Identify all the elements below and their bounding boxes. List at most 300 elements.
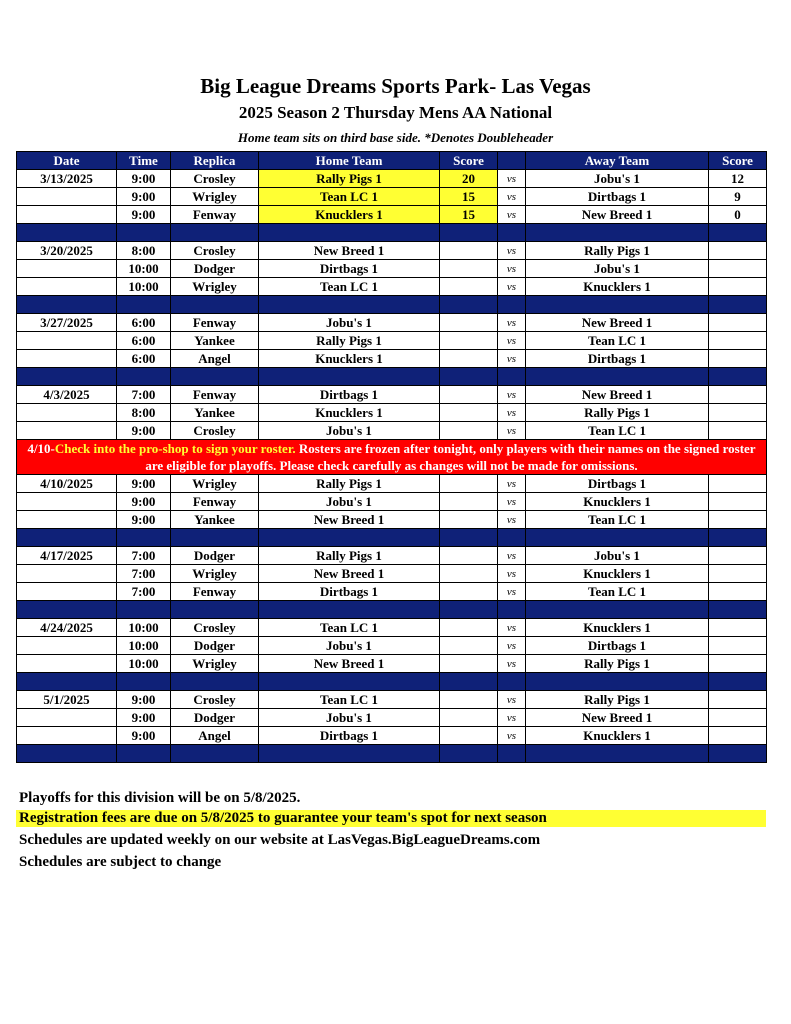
vs-label: vs — [498, 188, 526, 206]
home-score: 15 — [440, 188, 498, 206]
vs-label: vs — [498, 565, 526, 583]
separator-cell — [17, 296, 117, 314]
game-row — [17, 637, 767, 655]
away-score — [709, 637, 767, 655]
home-team: Rally Pigs 1 — [259, 332, 440, 350]
separator-cell — [526, 673, 709, 691]
away-score — [709, 475, 767, 493]
separator-cell — [709, 529, 767, 547]
separator-cell — [171, 673, 259, 691]
game-time: 10:00 — [117, 655, 171, 673]
game-replica: Dodger — [171, 709, 259, 727]
away-score — [709, 583, 767, 601]
game-row — [17, 565, 767, 583]
week-separator — [17, 529, 767, 547]
vs-label: vs — [498, 386, 526, 404]
game-time: 9:00 — [117, 493, 171, 511]
away-score — [709, 565, 767, 583]
separator-cell — [117, 745, 171, 763]
vs-label: vs — [498, 655, 526, 673]
home-team: Rally Pigs 1 — [259, 475, 440, 493]
home-team: Jobu's 1 — [259, 637, 440, 655]
game-time: 6:00 — [117, 314, 171, 332]
game-row — [17, 583, 767, 601]
col-header-away-team: Away Team — [526, 152, 709, 170]
week-separator — [17, 601, 767, 619]
away-score — [709, 350, 767, 368]
vs-label: vs — [498, 691, 526, 709]
game-replica: Wrigley — [171, 278, 259, 296]
separator-cell — [498, 601, 526, 619]
week-separator — [17, 368, 767, 386]
away-team: Tean LC 1 — [526, 511, 709, 529]
home-team: New Breed 1 — [259, 242, 440, 260]
game-time: 9:00 — [117, 709, 171, 727]
separator-cell — [259, 224, 440, 242]
game-row — [17, 242, 767, 260]
vs-label: vs — [498, 637, 526, 655]
away-score: 12 — [709, 170, 767, 188]
notice-date: 4/10- — [27, 441, 55, 456]
separator-cell — [259, 296, 440, 314]
game-replica: Wrigley — [171, 188, 259, 206]
separator-cell — [117, 601, 171, 619]
game-replica: Crosley — [171, 242, 259, 260]
away-score — [709, 655, 767, 673]
game-row — [17, 511, 767, 529]
game-row — [17, 709, 767, 727]
game-date — [17, 332, 117, 350]
game-replica: Dodger — [171, 637, 259, 655]
separator-cell — [171, 368, 259, 386]
home-team: Knucklers 1 — [259, 404, 440, 422]
vs-label: vs — [498, 619, 526, 637]
away-score: 9 — [709, 188, 767, 206]
game-row — [17, 386, 767, 404]
away-team: Knucklers 1 — [526, 565, 709, 583]
game-row — [17, 350, 767, 368]
home-score — [440, 386, 498, 404]
away-score — [709, 709, 767, 727]
separator-cell — [526, 224, 709, 242]
game-date — [17, 493, 117, 511]
home-team: Dirtbags 1 — [259, 260, 440, 278]
home-team: Jobu's 1 — [259, 314, 440, 332]
separator-cell — [498, 296, 526, 314]
game-row — [17, 260, 767, 278]
roster-notice-row — [17, 440, 767, 475]
game-date: 3/20/2025 — [17, 242, 117, 260]
notice-highlight: Check into the pro-shop to sign your roster. — [54, 441, 296, 456]
game-replica: Fenway — [171, 583, 259, 601]
game-time: 10:00 — [117, 260, 171, 278]
separator-cell — [709, 224, 767, 242]
game-replica: Yankee — [171, 332, 259, 350]
col-header-vs — [498, 152, 526, 170]
game-time: 9:00 — [117, 422, 171, 440]
separator-cell — [259, 745, 440, 763]
separator-cell — [171, 601, 259, 619]
game-row — [17, 314, 767, 332]
game-time: 9:00 — [117, 188, 171, 206]
page-title: Big League Dreams Sports Park- Las Vegas — [200, 74, 591, 98]
col-header-home-score: Score — [440, 152, 498, 170]
separator-cell — [709, 368, 767, 386]
separator-cell — [117, 296, 171, 314]
header-row — [17, 152, 767, 170]
game-replica: Fenway — [171, 386, 259, 404]
separator-cell — [171, 529, 259, 547]
separator-cell — [498, 368, 526, 386]
separator-cell — [709, 601, 767, 619]
game-time: 7:00 — [117, 386, 171, 404]
game-date: 4/24/2025 — [17, 619, 117, 637]
vs-label: vs — [498, 404, 526, 422]
vs-label: vs — [498, 314, 526, 332]
schedule-body — [17, 170, 767, 763]
home-score — [440, 583, 498, 601]
game-date: 4/3/2025 — [17, 386, 117, 404]
game-replica: Wrigley — [171, 475, 259, 493]
away-score — [709, 511, 767, 529]
away-score — [709, 314, 767, 332]
separator-cell — [259, 529, 440, 547]
separator-cell — [526, 368, 709, 386]
game-time: 9:00 — [117, 206, 171, 224]
away-team: Dirtbags 1 — [526, 188, 709, 206]
game-replica: Angel — [171, 350, 259, 368]
game-time: 6:00 — [117, 350, 171, 368]
vs-label: vs — [498, 727, 526, 745]
away-team: Knucklers 1 — [526, 278, 709, 296]
game-replica: Yankee — [171, 511, 259, 529]
home-team: Jobu's 1 — [259, 709, 440, 727]
home-score — [440, 260, 498, 278]
home-team: New Breed 1 — [259, 565, 440, 583]
home-score — [440, 332, 498, 350]
vs-label: vs — [498, 547, 526, 565]
away-team: New Breed 1 — [526, 206, 709, 224]
home-score — [440, 691, 498, 709]
separator-cell — [259, 673, 440, 691]
separator-cell — [171, 296, 259, 314]
away-team: Tean LC 1 — [526, 422, 709, 440]
game-time: 8:00 — [117, 404, 171, 422]
away-score — [709, 242, 767, 260]
schedule-table — [16, 151, 767, 763]
away-team: Knucklers 1 — [526, 619, 709, 637]
home-score — [440, 511, 498, 529]
vs-label: vs — [498, 422, 526, 440]
away-team: Dirtbags 1 — [526, 475, 709, 493]
vs-label: vs — [498, 475, 526, 493]
home-score — [440, 422, 498, 440]
away-team: Rally Pigs 1 — [526, 655, 709, 673]
away-score — [709, 278, 767, 296]
away-score — [709, 404, 767, 422]
game-date — [17, 727, 117, 745]
home-team: Jobu's 1 — [259, 493, 440, 511]
game-replica: Wrigley — [171, 565, 259, 583]
game-row — [17, 206, 767, 224]
vs-label: vs — [498, 332, 526, 350]
away-score — [709, 547, 767, 565]
game-replica: Dodger — [171, 547, 259, 565]
home-score — [440, 314, 498, 332]
separator-cell — [440, 745, 498, 763]
game-row — [17, 655, 767, 673]
game-replica: Crosley — [171, 170, 259, 188]
col-header-away-score: Score — [709, 152, 767, 170]
game-date — [17, 206, 117, 224]
vs-label: vs — [498, 278, 526, 296]
game-date: 3/13/2025 — [17, 170, 117, 188]
game-date — [17, 188, 117, 206]
game-date: 4/10/2025 — [17, 475, 117, 493]
disclaimer-note: Schedules are subject to change — [19, 854, 222, 870]
week-separator — [17, 224, 767, 242]
game-replica: Crosley — [171, 691, 259, 709]
vs-label: vs — [498, 260, 526, 278]
home-score — [440, 493, 498, 511]
game-time: 6:00 — [117, 332, 171, 350]
game-date — [17, 583, 117, 601]
away-score — [709, 386, 767, 404]
separator-cell — [117, 224, 171, 242]
notice-text: Rosters are frozen after tonight, only players with their names on the signed roster are eligible for playoffs. Please check carefully as changes will not be made for omissions. — [145, 441, 756, 473]
playoffs-note: Playoffs for this division will be on 5/8/2025. — [19, 790, 301, 806]
away-score — [709, 260, 767, 278]
separator-cell — [17, 368, 117, 386]
vs-label: vs — [498, 170, 526, 188]
game-date — [17, 637, 117, 655]
game-row — [17, 278, 767, 296]
separator-cell — [440, 368, 498, 386]
game-replica: Yankee — [171, 404, 259, 422]
home-score — [440, 655, 498, 673]
game-time: 7:00 — [117, 565, 171, 583]
separator-cell — [259, 601, 440, 619]
home-score — [440, 709, 498, 727]
game-time: 10:00 — [117, 619, 171, 637]
vs-label: vs — [498, 511, 526, 529]
separator-cell — [709, 673, 767, 691]
game-date — [17, 655, 117, 673]
game-replica: Angel — [171, 727, 259, 745]
game-date — [17, 511, 117, 529]
home-team: Tean LC 1 — [259, 619, 440, 637]
separator-cell — [117, 368, 171, 386]
home-score — [440, 547, 498, 565]
game-row — [17, 493, 767, 511]
separator-cell — [17, 745, 117, 763]
game-date — [17, 404, 117, 422]
separator-cell — [259, 368, 440, 386]
game-date: 4/17/2025 — [17, 547, 117, 565]
separator-cell — [526, 601, 709, 619]
away-score — [709, 727, 767, 745]
separator-cell — [440, 224, 498, 242]
game-time: 9:00 — [117, 511, 171, 529]
registration-note: Registration fees are due on 5/8/2025 to guarantee your team's spot for next season — [16, 810, 766, 827]
home-team: Tean LC 1 — [259, 188, 440, 206]
home-score — [440, 637, 498, 655]
home-score — [440, 242, 498, 260]
vs-label: vs — [498, 709, 526, 727]
separator-cell — [440, 601, 498, 619]
game-row — [17, 475, 767, 493]
game-time: 7:00 — [117, 583, 171, 601]
separator-cell — [17, 601, 117, 619]
home-team: New Breed 1 — [259, 655, 440, 673]
week-separator — [17, 745, 767, 763]
game-time: 9:00 — [117, 170, 171, 188]
away-team: Dirtbags 1 — [526, 637, 709, 655]
game-row — [17, 547, 767, 565]
game-row — [17, 170, 767, 188]
home-score — [440, 350, 498, 368]
game-time: 10:00 — [117, 278, 171, 296]
away-team: Rally Pigs 1 — [526, 242, 709, 260]
game-date — [17, 422, 117, 440]
game-date — [17, 565, 117, 583]
separator-cell — [440, 296, 498, 314]
separator-cell — [117, 673, 171, 691]
game-row — [17, 188, 767, 206]
away-team: New Breed 1 — [526, 386, 709, 404]
game-replica: Crosley — [171, 422, 259, 440]
separator-cell — [117, 529, 171, 547]
away-score — [709, 619, 767, 637]
vs-label: vs — [498, 493, 526, 511]
separator-cell — [709, 745, 767, 763]
away-team: Knucklers 1 — [526, 493, 709, 511]
roster-notice — [17, 440, 767, 475]
game-replica: Crosley — [171, 619, 259, 637]
away-team: Rally Pigs 1 — [526, 404, 709, 422]
separator-cell — [171, 745, 259, 763]
home-score — [440, 565, 498, 583]
home-score: 20 — [440, 170, 498, 188]
game-row — [17, 332, 767, 350]
home-score — [440, 727, 498, 745]
game-time: 7:00 — [117, 547, 171, 565]
week-separator — [17, 296, 767, 314]
week-separator — [17, 673, 767, 691]
home-team: Rally Pigs 1 — [259, 547, 440, 565]
separator-cell — [526, 745, 709, 763]
game-row — [17, 691, 767, 709]
game-row — [17, 422, 767, 440]
game-date — [17, 350, 117, 368]
game-replica: Fenway — [171, 206, 259, 224]
home-team: Jobu's 1 — [259, 422, 440, 440]
separator-cell — [498, 745, 526, 763]
vs-label: vs — [498, 206, 526, 224]
home-team: Knucklers 1 — [259, 350, 440, 368]
game-date — [17, 709, 117, 727]
game-time: 10:00 — [117, 637, 171, 655]
away-team: Dirtbags 1 — [526, 350, 709, 368]
away-team: Jobu's 1 — [526, 547, 709, 565]
separator-cell — [526, 296, 709, 314]
away-score — [709, 422, 767, 440]
game-date: 3/27/2025 — [17, 314, 117, 332]
home-team: Tean LC 1 — [259, 691, 440, 709]
home-team: Dirtbags 1 — [259, 583, 440, 601]
page-subtitle: 2025 Season 2 Thursday Mens AA National — [238, 103, 553, 122]
game-replica: Dodger — [171, 260, 259, 278]
game-row — [17, 404, 767, 422]
separator-cell — [440, 673, 498, 691]
game-row — [17, 727, 767, 745]
col-header-date: Date — [17, 152, 117, 170]
away-team: Knucklers 1 — [526, 727, 709, 745]
game-time: 9:00 — [117, 727, 171, 745]
away-team: New Breed 1 — [526, 709, 709, 727]
separator-cell — [17, 224, 117, 242]
home-score — [440, 278, 498, 296]
away-score — [709, 332, 767, 350]
vs-label: vs — [498, 583, 526, 601]
home-team: Knucklers 1 — [259, 206, 440, 224]
away-score: 0 — [709, 206, 767, 224]
away-score — [709, 691, 767, 709]
game-replica: Fenway — [171, 493, 259, 511]
game-replica: Wrigley — [171, 655, 259, 673]
game-replica: Fenway — [171, 314, 259, 332]
home-score — [440, 404, 498, 422]
game-date — [17, 260, 117, 278]
separator-cell — [498, 673, 526, 691]
away-team: Tean LC 1 — [526, 332, 709, 350]
game-time: 9:00 — [117, 691, 171, 709]
separator-cell — [17, 529, 117, 547]
vs-label: vs — [498, 350, 526, 368]
col-header-time: Time — [117, 152, 171, 170]
separator-cell — [440, 529, 498, 547]
away-team: New Breed 1 — [526, 314, 709, 332]
home-team: Dirtbags 1 — [259, 386, 440, 404]
home-team: New Breed 1 — [259, 511, 440, 529]
vs-label: vs — [498, 242, 526, 260]
website-note: Schedules are updated weekly on our website at LasVegas.BigLeagueDreams.com — [19, 832, 541, 848]
separator-cell — [709, 296, 767, 314]
away-team: Jobu's 1 — [526, 260, 709, 278]
separator-cell — [498, 224, 526, 242]
game-row — [17, 619, 767, 637]
separator-cell — [526, 529, 709, 547]
home-team: Tean LC 1 — [259, 278, 440, 296]
separator-cell — [171, 224, 259, 242]
game-time: 9:00 — [117, 475, 171, 493]
col-header-replica: Replica — [171, 152, 259, 170]
game-date — [17, 278, 117, 296]
away-team: Tean LC 1 — [526, 583, 709, 601]
away-score — [709, 493, 767, 511]
home-score: 15 — [440, 206, 498, 224]
home-score — [440, 475, 498, 493]
away-team: Rally Pigs 1 — [526, 691, 709, 709]
separator-cell — [17, 673, 117, 691]
home-team: Dirtbags 1 — [259, 727, 440, 745]
game-date: 5/1/2025 — [17, 691, 117, 709]
col-header-home-team: Home Team — [259, 152, 440, 170]
page-note: Home team sits on third base side. *Denotes Doubleheader — [237, 130, 554, 145]
game-time: 8:00 — [117, 242, 171, 260]
home-team: Rally Pigs 1 — [259, 170, 440, 188]
separator-cell — [498, 529, 526, 547]
